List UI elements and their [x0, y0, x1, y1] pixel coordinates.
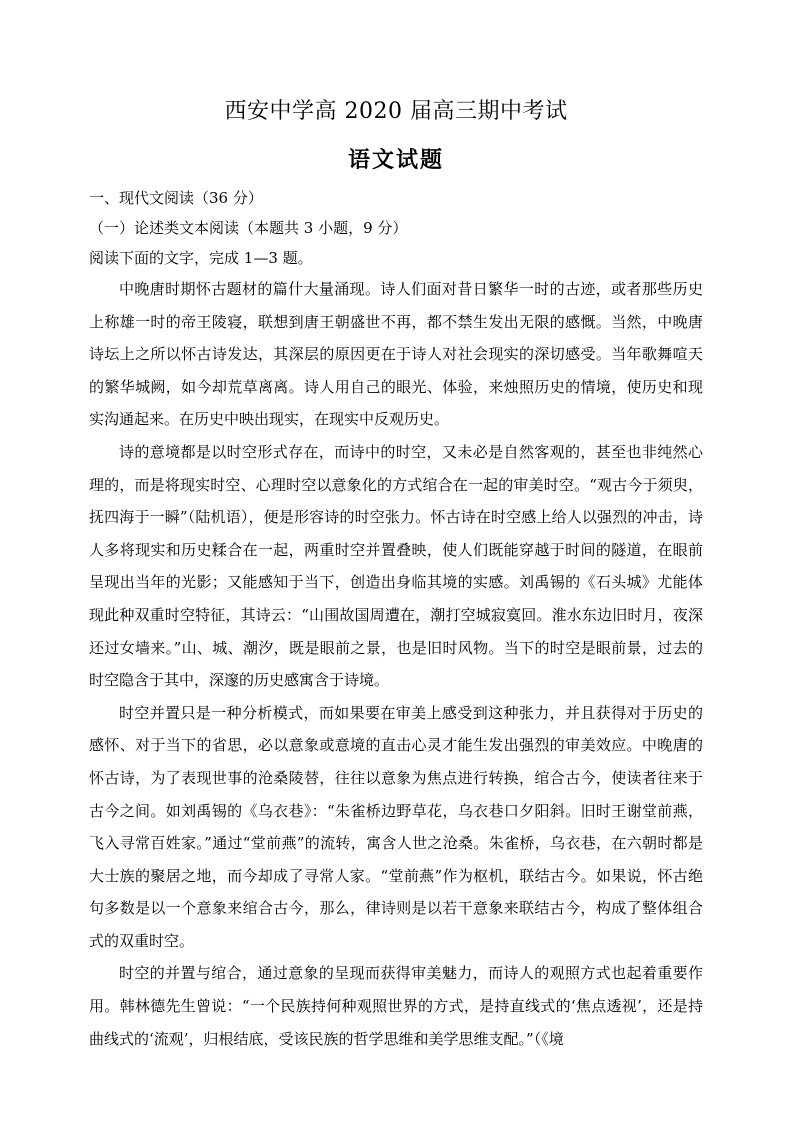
subsection-heading: （一）论述类文本阅读（本题共 3 小题，9 分）	[89, 219, 408, 237]
section-heading: 一、现代文阅读（36 分）	[89, 189, 263, 207]
passage-paragraph-4: 时空的并置与绾合，通过意象的呈现而获得审美魅力，而诗人的观照方式也起着重要作用。韩林德先生曾说：“一个民族持何种观照世界的方式，是持直线式的‘焦点透视’，还是持曲线式的‘流观’，归根结底，受该民族的哲学思维和美学思维支配。”（《境	[89, 964, 703, 1048]
exam-title: 西安中学高 2020 届高三期中考试	[224, 99, 568, 124]
passage-paragraph-3: 时空并置只是一种分析模式，而如果要在审美上感受到这种张力，并且获得对于历史的感怀、对于当下的省思，必以意象或意境的直击心灵才能生发出强烈的审美效应。中晚唐的怀古诗，为了表现世事的沧桑陵替，往往以意象为焦点进行转换，绾合古今，使读者往来于古今之间。如刘禹锡的《乌衣巷》：“朱雀桥边野草花，乌衣巷口夕阳斜。旧时王谢堂前燕，飞入寻常百姓家。”通过“堂前燕”的流转，寓含人世之沧桑。朱雀桥，乌衣巷，在六朝时都是大士族的聚居之地，而今却成了寻常人家。“堂前燕”作为枢机，联结古今。如果说，怀古绝句多数是以一个意象来绾合古今，那么，律诗则是以若干意象来联结古今，构成了整体组合式的双重时空。	[89, 703, 703, 950]
passage-paragraph-2: 诗的意境都是以时空形式存在，而诗中的时空，又未必是自然客观的，甚至也非纯然心理的，而是将现实时空、心理时空以意象化的方式绾合在一起的审美时空。“观古今于须臾，抚四海于一瞬”（陆机语），便是形容诗的时空张力。怀古诗在时空感上给人以强烈的冲击，诗人多将现实和历史糅合在一起，两重时空并置叠映，使人们既能穿越于时间的隧道，在眼前呈现出当年的光影；又能感知于当下，创造出身临其境的实感。刘禹锡的《石头城》尤能体现此种双重时空特征，其诗云：“山围故国周遭在，潮打空城寂寞回。淮水东边旧时月，夜深还过女墙来。”山、城、潮汐，既是眼前之景，也是旧时风物。当下的时空是眼前景，过去的时空隐含于其中，深邃的历史感寓含于诗境。	[89, 442, 703, 690]
passage-paragraph-1: 中晚唐时期怀古题材的篇什大量涌现。诗人们面对昔日繁华一时的古迹，或者那些历史上称雄一时的帝王陵寝，联想到唐王朝盛世不再，都不禁生发出无限的感慨。当然，中晚唐诗坛上之所以怀古诗发达，其深层的原因更在于诗人对社会现实的深切感受。当年歌舞喧天的繁华城阙，如今却荒草离离。诗人用自己的眼光、体验，来烛照历史的情境，使历史和现实沟通起来。在历史中映出现实，在现实中反观历史。	[89, 280, 703, 429]
reading-instruction: 阅读下面的文字，完成 1—3 题。	[89, 249, 313, 267]
paper-subject-title: 语文试题	[347, 147, 444, 173]
